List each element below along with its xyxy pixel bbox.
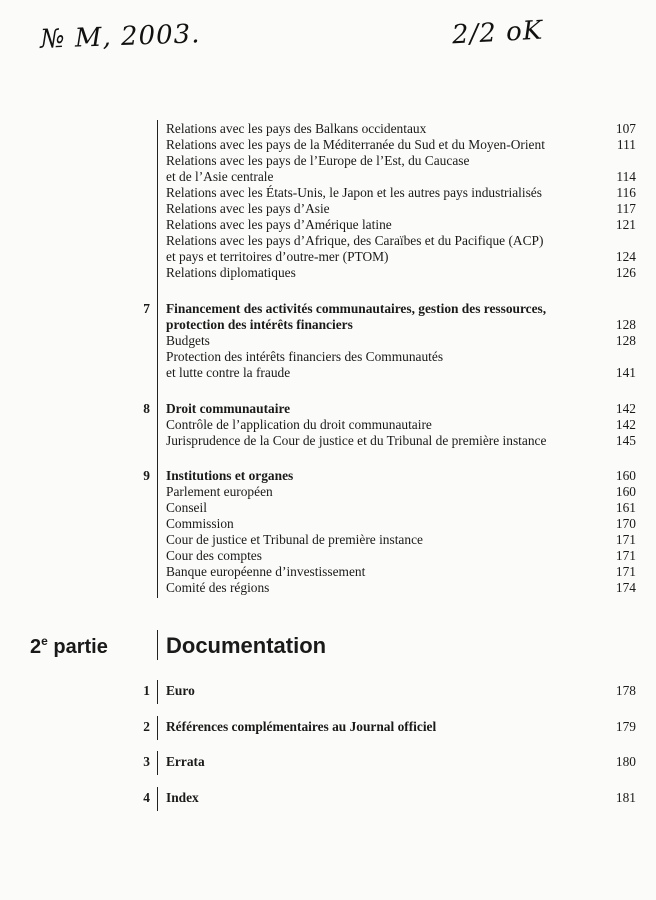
chapter-number: 7 xyxy=(143,301,150,316)
chapter-number: 2 xyxy=(143,719,150,734)
vertical-rule-part1 xyxy=(157,120,158,598)
chapter-number: 9 xyxy=(143,468,150,483)
part-title: Documentation xyxy=(166,633,327,658)
vertical-rule-part2-ch3 xyxy=(157,751,158,775)
handwritten-note-right: 2/2 oK xyxy=(451,15,544,51)
vertical-rule-part2-ch1 xyxy=(157,680,158,704)
chapter-number: 4 xyxy=(143,790,150,805)
chapter-number: 3 xyxy=(143,754,150,769)
vertical-rule-part2-ch4 xyxy=(157,787,158,811)
vertical-rule-part2-ch2 xyxy=(157,716,158,740)
chapter-number: 8 xyxy=(143,401,150,416)
chapter-number: 1 xyxy=(143,683,150,698)
part-label: 2e partie xyxy=(30,634,108,658)
handwritten-note-left: № M, 2003. xyxy=(39,19,201,55)
vertical-rule-part2 xyxy=(157,630,158,660)
